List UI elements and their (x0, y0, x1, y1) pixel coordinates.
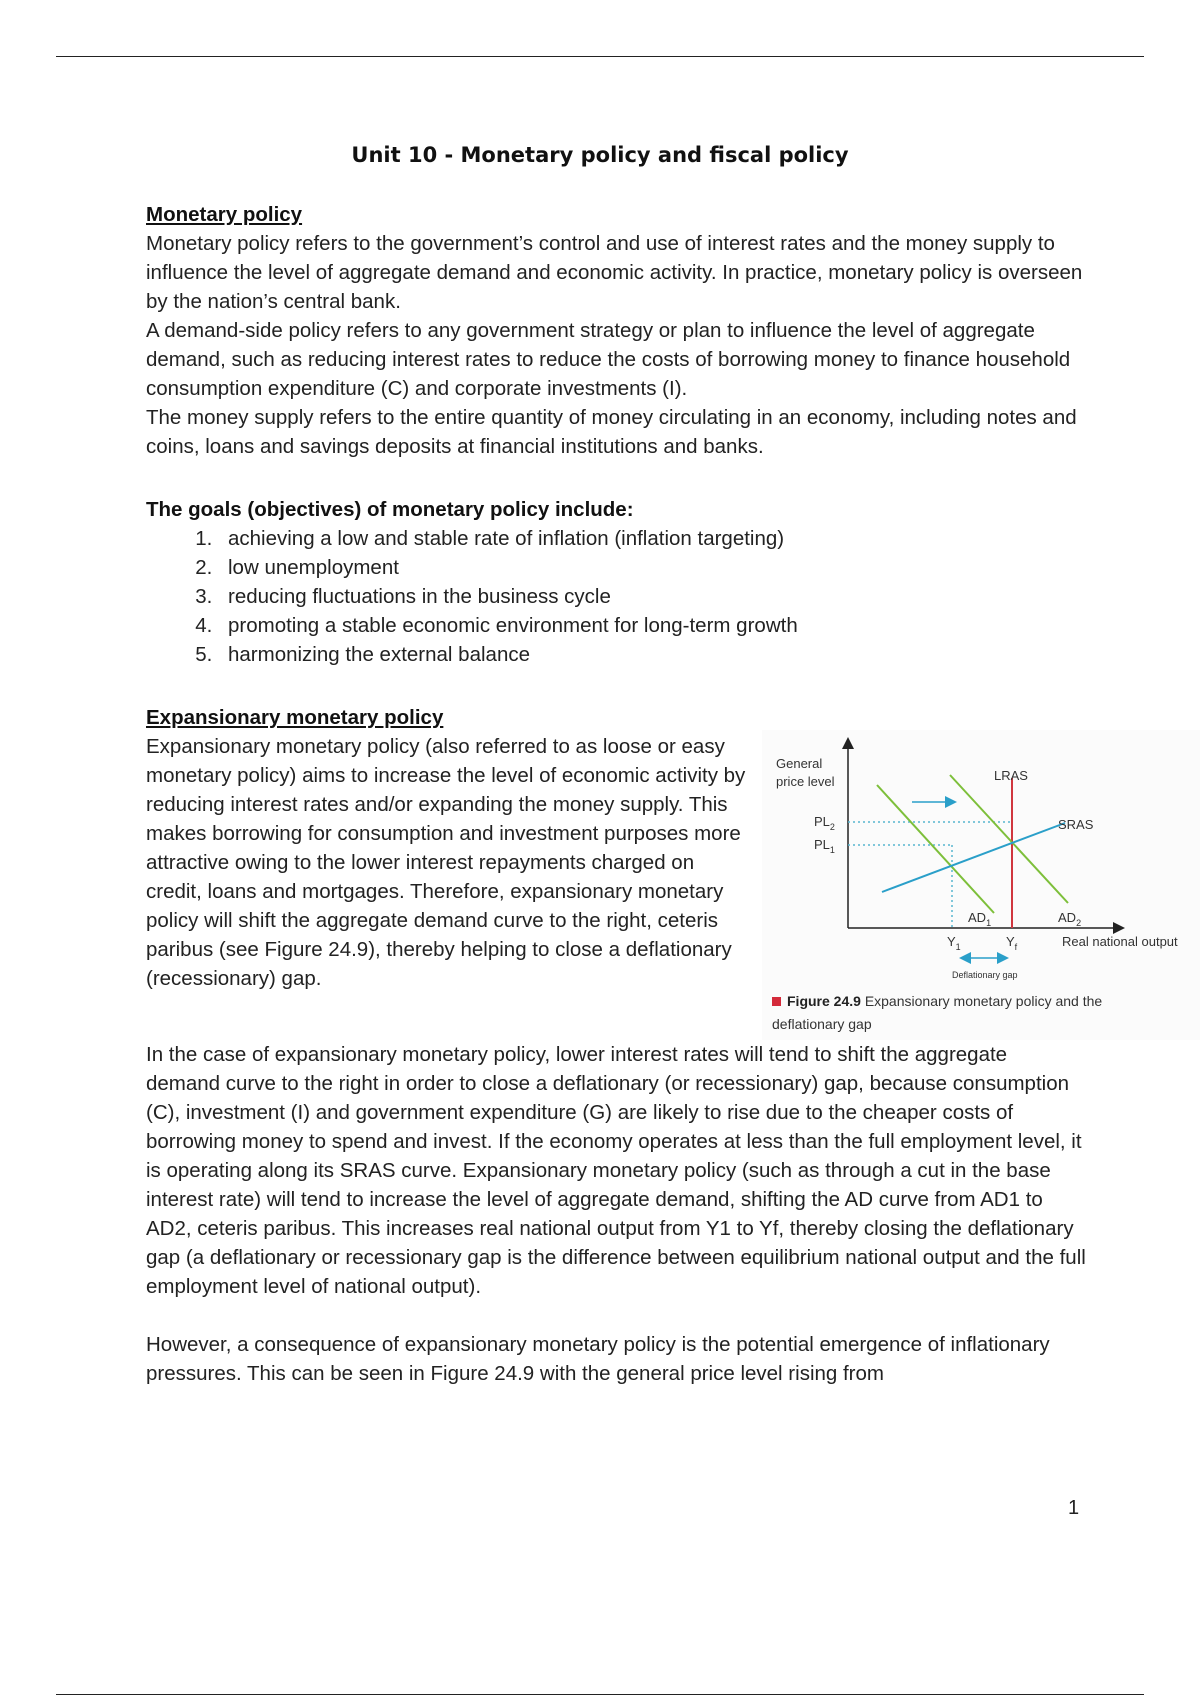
list-item: 2. low unemployment (218, 553, 1086, 582)
paragraph: A demand-side policy refers to any government strategy or plan to influence the level of aggregate demand, such as reducing interest rates to reduce the costs of borrowing money to finance household consumption expenditure (C) and corporate investments (I). (146, 319, 1071, 400)
expansionary-heading: Expansionary monetary policy (146, 706, 444, 729)
caption-marker-icon (772, 997, 781, 1006)
expansionary-heading-wrap (146, 703, 1086, 732)
list-item: 4. promoting a stable economic environment for long-term growth (218, 611, 1086, 640)
figure-caption (772, 990, 1172, 1036)
page-title: Unit 10 - Monetary policy and fiscal policy (351, 143, 849, 167)
monetary-policy-heading: Monetary policy (146, 203, 303, 226)
list-item: 3. reducing fluctuations in the business cycle (218, 582, 1086, 611)
bottom-rule (56, 1694, 1144, 1695)
monetary-policy-section (146, 200, 1086, 461)
svg-text:Yf: $Y_f$ (1006, 934, 1018, 952)
svg-text:Real national output: Real national output (1062, 934, 1178, 949)
svg-text:Y1: $Y_1$ (947, 934, 961, 952)
paragraph: In the case of expansionary monetary policy, lower interest rates will tend to shift the aggregate demand curve to the right in order to close a deflationary (or recessionary) gap, because consumption (C), investment (I) and government expenditure (G) are likely to rise due to the cheaper costs of borrowing money to spend and invest. If the economy operates at less than the full employment level, it is operating along its SRAS curve. Expansionary monetary policy (such as through a cut in the base interest rate) will tend to increase the level of aggregate demand, shifting the AD curve from AD1 to AD2, ceteris paribus. This increases real national output from Y1 to Yf, thereby closing the deflationary gap (a deflationary or recessionary gap is the difference between equilibrium national output and the full employment level of national output). (146, 1043, 1086, 1298)
svg-text:price level: price level (776, 774, 835, 789)
svg-text:AD2: $AD_2$ (1058, 910, 1082, 928)
svg-text:AD1: $AD_1$ (968, 910, 992, 928)
caption-label: Figure 24.9 (787, 993, 861, 1009)
list-item: 5. harmonizing the external balance (218, 640, 1086, 669)
paragraph: The money supply refers to the entire quantity of money circulating in an economy, including notes and coins, loans and savings deposits at financial institutions and banks. (146, 406, 1077, 458)
caption-text: Expansionary monetary policy and the deflationary gap (772, 993, 1103, 1032)
svg-text:SRAS: SRAS (1058, 817, 1094, 832)
goals-heading: The goals (objectives) of monetary policy include: (146, 498, 634, 521)
page-number: 1 (1068, 1497, 1080, 1519)
paragraph: Expansionary monetary policy (also referred to as loose or easy monetary policy) aims to increase the level of economic activity by reducing interest rates and/or expanding the money supply. This makes borrowing for consumption and investment purposes more attractive owing to the lower interest repayments charged on credit, loans and mortgages. Therefore, expansionary monetary policy will shift the aggregate demand curve to the right, ceteris paribus (see Figure 24.9), thereby helping to close a deflationary (recessionary) gap. (146, 735, 746, 990)
paragraph: Monetary policy refers to the government’s control and use of interest rates and the money supply to influence the level of aggregate demand and economic activity. In practice, monetary policy is overseen by the nation’s central bank. (146, 232, 1083, 313)
expansionary-body (146, 1040, 1086, 1388)
expansionary-intro (146, 732, 746, 993)
goals-list (146, 524, 1086, 669)
svg-text:General: General (776, 756, 823, 771)
goals-section (146, 495, 1086, 669)
svg-text:LRAS: LRAS (994, 768, 1028, 783)
sras-curve (882, 823, 1065, 892)
paragraph: However, a consequence of expansionary monetary policy is the potential emergence of inflationary pressures. This can be seen in Figure 24.9 with the general price level rising from (146, 1333, 1050, 1385)
top-rule (56, 56, 1144, 57)
svg-text:PL1: $PL_1$ (814, 837, 835, 855)
svg-text:PL2: $PL_2$ (814, 814, 835, 832)
list-item: 1. achieving a low and stable rate of inflation (inflation targeting) (218, 524, 1086, 553)
svg-text:Deflationary gap: Deflationary gap (952, 970, 1018, 980)
